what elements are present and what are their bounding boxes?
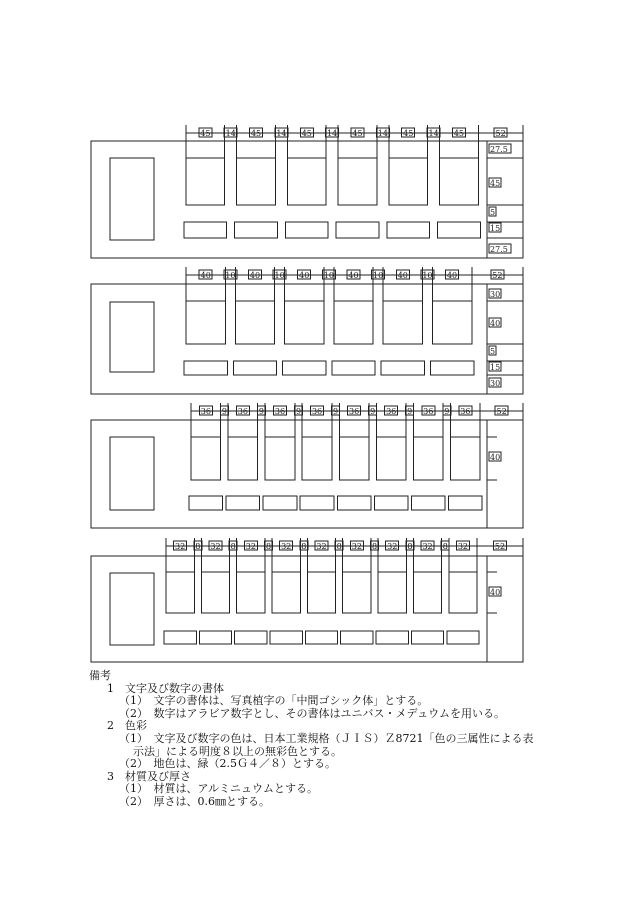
label-box (233, 361, 276, 375)
digit-window (338, 158, 377, 205)
note-2-item-2: （2） 地色は、緑（2.5Ｇ４／８）とする。 (119, 757, 336, 771)
label-box (374, 496, 408, 510)
label-box (332, 361, 375, 375)
dimension-label: 9 (333, 407, 339, 416)
label-box (300, 496, 334, 510)
dimension-label: 8 (371, 542, 378, 551)
digit-window (287, 158, 326, 205)
note-1-item-1: （1） 文字の書体は、写真植字の「中間ゴシック体」とする。 (119, 694, 429, 708)
label-box (376, 631, 408, 644)
digit-window (413, 437, 443, 480)
label-box (387, 222, 430, 238)
digit-window (186, 301, 225, 344)
dimension-label: 9 (370, 407, 376, 416)
dimension-label: 14 (276, 129, 287, 138)
note-section-1-title: 1 文字及び数字の書体 (107, 681, 224, 695)
digit-window (378, 572, 406, 613)
dimension-label: 14 (377, 129, 388, 138)
dimension-label: 32 (175, 542, 186, 551)
pictogram-area (110, 302, 154, 372)
dimension-label: 32 (245, 542, 256, 551)
dimension-label: 14 (428, 129, 439, 138)
label-box (283, 361, 326, 375)
label-box (285, 222, 328, 238)
dimension-label: 10 (422, 271, 433, 280)
dimension-label: 52 (495, 129, 506, 138)
label-box (184, 222, 227, 238)
plate-outline (91, 420, 523, 528)
label-box (341, 631, 373, 644)
digit-window (449, 572, 477, 613)
dimension-label: 36 (386, 407, 397, 416)
digit-window (201, 572, 229, 613)
digit-window (272, 572, 300, 613)
label-box (381, 361, 424, 375)
dimension-label: 40 (299, 271, 310, 280)
dimension-label: 32 (210, 542, 221, 551)
digit-window (302, 437, 332, 480)
note-2-item-1: （1） 文字及び数字の色は、日本工業規格（ＪＩＳ）Ｚ8721「色の三属性による表 (119, 731, 534, 745)
dimension-label: 10 (373, 271, 384, 280)
dimension-label: 14 (327, 129, 338, 138)
digit-window (334, 301, 373, 344)
plate-figure-1 (91, 125, 523, 258)
label-box (235, 222, 278, 238)
dimension-label: 40 (348, 271, 359, 280)
digit-window (307, 572, 335, 613)
side-dimension-label: 40 (490, 319, 501, 328)
dimension-label: 10 (225, 271, 236, 280)
digit-window (285, 301, 324, 344)
dimension-label: 36 (349, 407, 360, 416)
digit-window (186, 158, 225, 205)
dimension-label: 32 (316, 542, 327, 551)
dimension-label: 32 (457, 542, 469, 551)
side-dimension-label: 45 (490, 179, 501, 188)
note-section-2-title: 2 色彩 (107, 719, 147, 733)
dimension-label: 52 (496, 407, 507, 416)
digit-window (228, 437, 258, 480)
dimension-label: 9 (221, 407, 227, 416)
label-box (199, 631, 231, 644)
dimension-label: 36 (237, 407, 248, 416)
label-box (235, 631, 267, 644)
dimension-label: 36 (200, 407, 211, 416)
dimension-label: 8 (407, 542, 413, 551)
label-box (184, 361, 227, 375)
dimension-label: 36 (274, 407, 286, 416)
label-box (447, 631, 479, 644)
digit-window (265, 437, 295, 480)
dimension-label: 45 (250, 129, 262, 138)
dimension-label: 8 (230, 542, 236, 551)
pictogram-area (110, 437, 154, 510)
note-2-item-1-cont: 示法」による明度８以上の無彩色とする。 (133, 744, 342, 758)
digit-window (191, 437, 221, 480)
dimension-label: 9 (258, 407, 264, 416)
pictogram-area (110, 573, 154, 645)
side-dimension-label: 30 (490, 290, 501, 299)
label-box (164, 631, 196, 644)
digit-window (389, 158, 428, 205)
label-box (337, 496, 371, 510)
label-box (430, 361, 473, 375)
dimension-label: 45 (403, 129, 414, 138)
notes (89, 670, 609, 809)
dimension-label: 40 (397, 271, 408, 280)
pictogram-area (110, 158, 154, 240)
dimension-label: 52 (494, 542, 506, 551)
note-3-item-2: （2） 厚さは、0.6㎜とする。 (119, 794, 270, 808)
side-dimension-label: 27.5 (490, 245, 508, 254)
dimension-label: 45 (453, 129, 465, 138)
dimension-label: 32 (387, 542, 398, 551)
dimension-label: 8 (336, 542, 342, 551)
side-dimension-label: 5 (490, 347, 496, 356)
dimension-label: 14 (225, 129, 236, 138)
dimension-label: 9 (444, 407, 450, 416)
dimension-label: 40 (249, 271, 261, 280)
plate-outline (91, 141, 523, 258)
dimension-label: 10 (323, 271, 334, 280)
label-box (270, 631, 302, 644)
digit-window (451, 437, 481, 480)
dimension-label: 32 (422, 542, 433, 551)
digit-window (440, 158, 479, 205)
label-box (411, 496, 445, 510)
dimension-label: 9 (295, 407, 302, 416)
side-dimension-label: 15 (490, 224, 501, 233)
dimension-label: 32 (281, 542, 292, 551)
side-dimension-label: 5 (490, 208, 496, 217)
label-box (336, 222, 379, 238)
label-box (226, 496, 260, 510)
label-box (449, 496, 483, 510)
dimension-label: 32 (351, 542, 362, 551)
digit-window (383, 301, 422, 344)
plate-figure-4 (91, 538, 523, 662)
digit-window (235, 301, 274, 344)
label-box (263, 496, 297, 510)
plate-figure-2 (91, 267, 523, 394)
dimension-label: 8 (195, 542, 201, 551)
dimension-label: 40 (446, 271, 458, 280)
digit-window (343, 572, 371, 613)
dimension-label: 45 (352, 129, 363, 138)
note-3-item-1: （1） 材質は、アルミニュウムとする。 (119, 782, 318, 796)
note-section-3-title: 3 材質及び厚さ (107, 769, 191, 783)
side-dimension-label: 27.5 (490, 145, 508, 154)
side-dimension-label: 30 (490, 379, 501, 388)
digit-window (166, 572, 194, 613)
label-box (438, 222, 481, 238)
side-dimension-label: 15 (490, 363, 501, 372)
dimension-label: 9 (407, 407, 413, 416)
note-1-item-2: （2） 数字はアラビア数字とし、その書体はユニバス・メデュウムを用いる。 (119, 706, 506, 720)
dimension-label: 36 (460, 407, 471, 416)
dimension-label: 8 (265, 542, 272, 551)
dimension-label: 40 (200, 271, 211, 280)
notes-heading: 備考 (89, 669, 111, 682)
dimension-label: 52 (492, 271, 503, 280)
label-box (411, 631, 443, 644)
digit-window (339, 437, 369, 480)
side-dimension-label: 40 (490, 588, 501, 597)
digit-window (376, 437, 406, 480)
dimension-label: 8 (301, 542, 307, 551)
plate-figure-3 (91, 403, 523, 528)
dimension-label: 45 (301, 129, 312, 138)
dimension-label: 36 (423, 407, 434, 416)
digit-window (413, 572, 441, 613)
digit-window (432, 301, 471, 344)
side-dimension-label: 40 (490, 453, 501, 462)
dimension-label: 45 (200, 129, 211, 138)
digit-window (237, 572, 265, 613)
dimension-label: 36 (311, 407, 323, 416)
dimension-label: 8 (442, 542, 448, 551)
digit-window (237, 158, 276, 205)
label-box (189, 496, 223, 510)
label-box (305, 631, 337, 644)
dimension-label: 10 (274, 271, 285, 280)
